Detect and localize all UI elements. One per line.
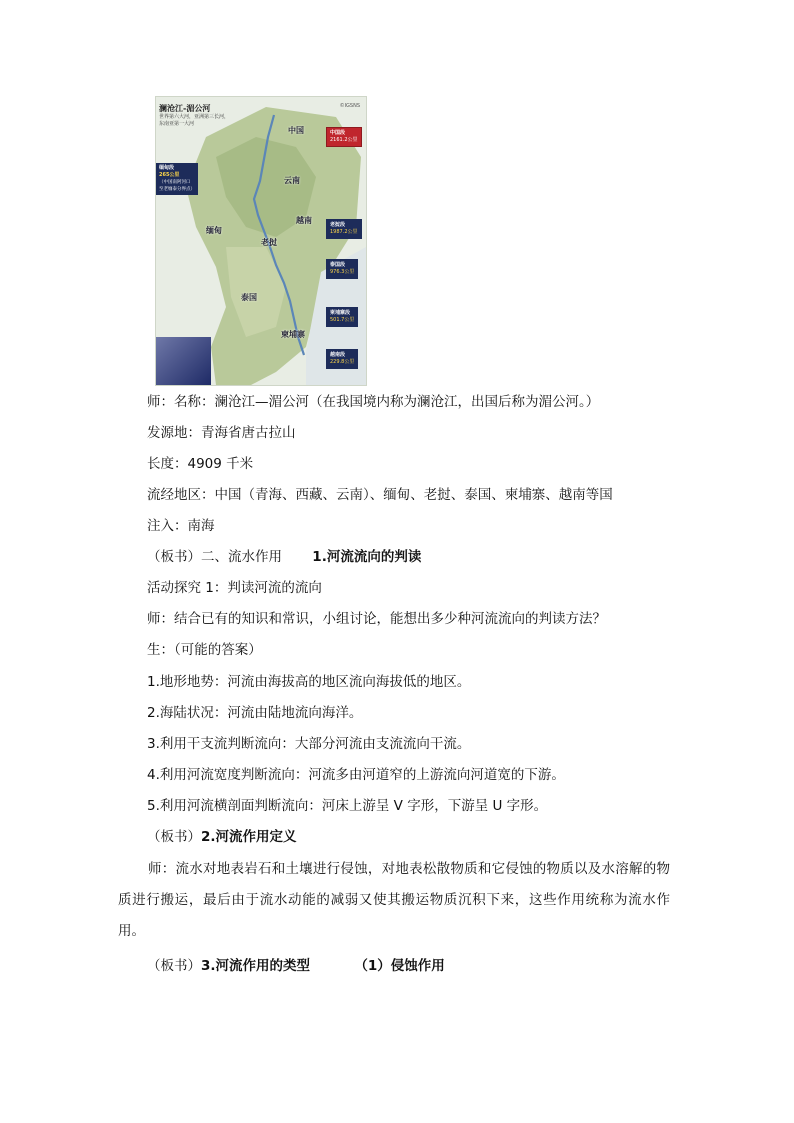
- line-board-types: [147, 957, 445, 975]
- label-vietnam: 越南: [296, 216, 312, 225]
- segment-cambodia: [326, 307, 358, 327]
- segment-laos-name: 老挝段: [330, 222, 346, 228]
- segment-myanmar-name: 缅甸段: [159, 165, 175, 171]
- board-subheading-erosion: （1）侵蚀作用: [354, 958, 445, 974]
- map-subtitle-line-2: 东南亚第一大河: [159, 121, 195, 127]
- board-subheading-types: 3.河流作用的类型: [201, 958, 311, 974]
- map-subtitle-line-1: 世界第六大河，亚洲第三长河，: [159, 114, 230, 120]
- segment-myanmar-note-1: （中国南阿河口: [159, 180, 191, 185]
- map-subtitle: [159, 114, 239, 128]
- segment-thailand-name: 泰国段: [330, 262, 346, 268]
- segment-thailand: [326, 259, 358, 279]
- board-subheading-flow-direction: 1.河流流向的判读: [312, 549, 422, 565]
- board-heading-2: （板书）二、流水作用: [147, 549, 282, 565]
- mekong-river-map: [155, 96, 367, 386]
- segment-vietnam-name: 越南段: [330, 352, 346, 358]
- segment-china: [326, 127, 362, 147]
- line-method-1: 1.地形地势：河流由海拔高的地区流向海拔低的地区。: [147, 674, 471, 690]
- segment-laos: [326, 219, 362, 239]
- segment-vietnam-length: 229.8公里: [330, 359, 355, 365]
- map-dark-corner: [156, 337, 211, 385]
- board-label-2: （板书）: [147, 958, 201, 974]
- line-outlet: 注入：南海: [147, 518, 215, 534]
- map-title: 澜沧江-湄公河: [159, 104, 211, 113]
- line-board-definition: [147, 828, 297, 846]
- line-method-4: 4.利用河流宽度判断流向：河流多由河道窄的上游流向河道宽的下游。: [147, 767, 565, 783]
- line-method-2: 2.海陆状况：河流由陆地流向海洋。: [147, 705, 363, 721]
- line-board-water-action: [147, 548, 421, 566]
- label-yunnan: 云南: [284, 176, 300, 185]
- segment-cambodia-length: 501.7公里: [330, 317, 355, 323]
- board-subheading-definition: 2.河流作用定义: [201, 829, 297, 845]
- paragraph-definition: 师：流水对地表岩石和土壤进行侵蚀，对地表松散物质和它侵蚀的物质以及水溶解的物质进行搬运，最后由于流水动能的减弱又使其搬运物质沉积下来，这些作用统称为流水作用。: [118, 861, 670, 939]
- segment-thailand-length: 976.3公里: [330, 269, 355, 275]
- line-source: 发源地：青海省唐古拉山: [147, 425, 296, 441]
- map-credit: ©IGSNS: [339, 103, 360, 109]
- label-china: 中国: [288, 126, 304, 135]
- segment-cambodia-name: 柬埔寨段: [330, 310, 351, 316]
- segment-vietnam: [326, 349, 358, 369]
- line-student-answer: 生：（可能的答案）: [147, 642, 262, 658]
- label-myanmar: 缅甸: [206, 226, 222, 235]
- label-laos: 老挝: [261, 238, 277, 247]
- line-regions: 流经地区：中国（青海、西藏、云南）、缅甸、老挝、泰国、柬埔寨、越南等国: [147, 487, 613, 503]
- label-cambodia: 柬埔寨: [281, 330, 305, 339]
- segment-laos-length: 1987.2公里: [330, 229, 358, 235]
- label-thailand: 泰国: [241, 293, 257, 302]
- line-river-name: 师：名称：澜沧江—湄公河（在我国境内称为澜沧江，出国后称为湄公河。）: [147, 394, 600, 410]
- segment-china-name: 中国段: [330, 130, 346, 136]
- line-method-3: 3.利用干支流判断流向：大部分河流由支流流向干流。: [147, 736, 471, 752]
- line-teacher-question: 师：结合已有的知识和常识，小组讨论，能想出多少种河流流向的判读方法？: [147, 611, 606, 627]
- board-label: （板书）: [147, 829, 201, 845]
- line-method-5: 5.利用河流横剖面判断流向：河床上游呈 V 字形，下游呈 U 字形。: [147, 798, 548, 814]
- segment-myanmar-length: 265公里: [159, 172, 180, 178]
- line-length: 长度：4909 千米: [147, 456, 254, 472]
- segment-myanmar: [156, 163, 198, 195]
- segment-china-length: 2161.2公里: [330, 137, 358, 143]
- line-activity-1: 活动探究 1：判读河流的流向: [147, 580, 322, 596]
- segment-myanmar-note-2: 至老缅泰分界点）: [159, 187, 195, 192]
